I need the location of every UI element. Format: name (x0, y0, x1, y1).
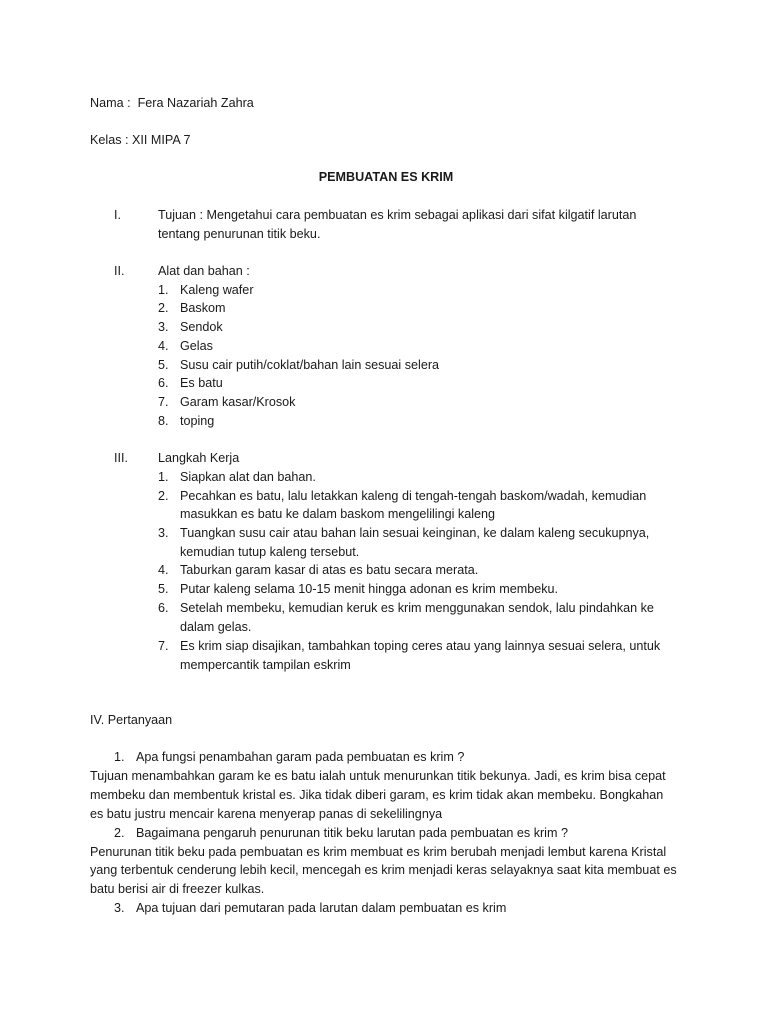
step-num: 3. (158, 526, 169, 540)
section1-numeral: I. (114, 208, 121, 222)
section2-numeral: II. (114, 264, 125, 278)
step-line: Setelah membeku, kemudian keruk es krim menggunakan sendok, lalu pindahkan ke (180, 601, 654, 615)
list-item-num: 6. (158, 376, 169, 390)
step-line: Putar kaleng selama 10-15 menit hingga adonan es krim membeku. (180, 582, 559, 596)
answer-line: membeku dan membentuk kristal es. Jika tidak diberi garam, es krim tidak akan membeku. Bongkahan (90, 788, 664, 802)
step-line: Tuangkan susu cair atau bahan lain sesuai keinginan, ke dalam kaleng secukupnya, (180, 526, 650, 540)
step-line: Siapkan alat dan bahan. (180, 470, 316, 484)
document-title: PEMBUATAN ES KRIM (318, 170, 454, 184)
step-line: Es krim siap disajikan, tambahkan toping ceres atau yang lainnya sesuai selera, untuk (180, 639, 661, 653)
kelas-line: Kelas : XII MIPA 7 (90, 133, 191, 147)
nama-label: Nama : (90, 96, 131, 110)
step-line: masukkan es batu ke dalam baskom mengelilingi kaleng (180, 507, 496, 521)
list-item: Es batu (180, 376, 223, 390)
answer-line: es batu justru mencair karena menyerap panas di sekelilingnya (90, 807, 443, 821)
list-item: Garam kasar/Krosok (180, 395, 296, 409)
section3-heading: Langkah Kerja (158, 451, 240, 465)
step-line: mempercantik tampilan eskrim (180, 658, 351, 672)
step-line: dalam gelas. (180, 620, 252, 634)
step-line: Pecahkan es batu, lalu letakkan kaleng di tengah-tengah baskom/wadah, kemudian (180, 489, 647, 503)
answer-line: Penurunan titik beku pada pembuatan es krim membuat es krim berubah menjadi lembut karena Kristal (90, 845, 667, 859)
step-line: kemudian tutup kaleng tersebut. (180, 545, 360, 559)
section4-heading: IV. Pertanyaan (90, 713, 173, 727)
answer-line: Tujuan menambahkan garam ke es batu ialah untuk menurunkan titik bekunya. Jadi, es krim bisa cepat (90, 769, 666, 783)
step-num: 5. (158, 582, 169, 596)
section3-numeral: III. (114, 451, 128, 465)
step-num: 1. (158, 470, 169, 484)
step-num: 2. (158, 489, 169, 503)
answer-line: yang terbentuk cenderung lebih kecil, mencegah es krim menjadi keras selayaknya saat kita membuat es (90, 863, 677, 877)
question-text: Apa tujuan dari pemutaran pada larutan dalam pembuatan es krim (136, 901, 507, 915)
section1-line-1: Tujuan : Mengetahui cara pembuatan es krim sebagai aplikasi dari sifat kilgatif larutan (158, 208, 637, 222)
step-num: 6. (158, 601, 169, 615)
step-num: 4. (158, 563, 169, 577)
list-item: toping (180, 414, 215, 428)
list-item: Kaleng wafer (180, 283, 254, 297)
list-item-num: 3. (158, 320, 169, 334)
answer-line: batu berisi air di freezer kulkas. (90, 882, 265, 896)
list-item-num: 7. (158, 395, 169, 409)
section1-line-2: tentang penurunan titik beku. (158, 227, 321, 241)
question-num: 1. (114, 750, 125, 764)
list-item: Gelas (180, 339, 213, 353)
list-item-num: 4. (158, 339, 169, 353)
nama-value: Fera Nazariah Zahra (137, 96, 254, 110)
step-num: 7. (158, 639, 169, 653)
list-item-num: 1. (158, 283, 169, 297)
list-item-num: 2. (158, 301, 169, 315)
section2-heading: Alat dan bahan : (158, 264, 250, 278)
list-item-num: 8. (158, 414, 169, 428)
question-num: 2. (114, 826, 125, 840)
question-text: Apa fungsi penambahan garam pada pembuatan es krim ? (136, 750, 465, 764)
list-item: Sendok (180, 320, 223, 334)
list-item: Susu cair putih/coklat/bahan lain sesuai selera (180, 358, 440, 372)
question-text: Bagaimana pengaruh penurunan titik beku larutan pada pembuatan es krim ? (136, 826, 568, 840)
question-num: 3. (114, 901, 125, 915)
step-line: Taburkan garam kasar di atas es batu secara merata. (180, 563, 479, 577)
list-item: Baskom (180, 301, 226, 315)
nama-line (90, 95, 254, 111)
list-item-num: 5. (158, 358, 169, 372)
